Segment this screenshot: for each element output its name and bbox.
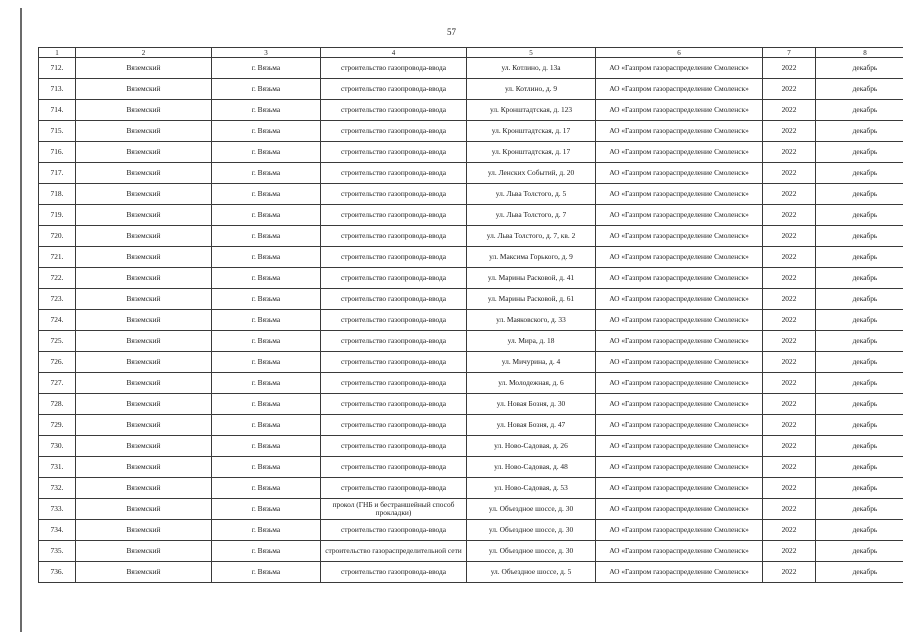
table-row [39,121,903,142]
month-cell: декабрь [816,205,903,226]
table-row [39,394,903,415]
year-cell: 2022 [763,58,816,79]
district-cell: Вяземский [76,436,212,457]
works-table [38,47,903,583]
column-header: 7 [763,48,816,58]
district-cell: Вяземский [76,415,212,436]
locality-cell: г. Вязьма [212,184,321,205]
organization-cell: АО «Газпром газораспределение Смоленск» [596,520,763,541]
district-cell: Вяземский [76,331,212,352]
work-type-cell: строительство газопровода-ввода [321,310,467,331]
row-number: 727. [39,373,76,394]
year-cell: 2022 [763,562,816,583]
column-header: 3 [212,48,321,58]
month-cell: декабрь [816,520,903,541]
district-cell: Вяземский [76,268,212,289]
locality-cell: г. Вязьма [212,205,321,226]
table-row [39,457,903,478]
locality-cell: г. Вязьма [212,541,321,562]
organization-cell: АО «Газпром газораспределение Смоленск» [596,310,763,331]
district-cell: Вяземский [76,520,212,541]
table-row [39,163,903,184]
district-cell: Вяземский [76,289,212,310]
row-number: 734. [39,520,76,541]
district-cell: Вяземский [76,205,212,226]
address-cell: ул. Мичурина, д. 4 [467,352,596,373]
locality-cell: г. Вязьма [212,289,321,310]
work-type-cell: строительство газопровода-ввода [321,142,467,163]
organization-cell: АО «Газпром газораспределение Смоленск» [596,205,763,226]
table-row [39,268,903,289]
year-cell: 2022 [763,373,816,394]
organization-cell: АО «Газпром газораспределение Смоленск» [596,457,763,478]
address-cell: ул. Объездное шоссе, д. 30 [467,541,596,562]
address-cell: ул. Ново-Садовая, д. 53 [467,478,596,499]
year-cell: 2022 [763,415,816,436]
organization-cell: АО «Газпром газораспределение Смоленск» [596,100,763,121]
locality-cell: г. Вязьма [212,100,321,121]
row-number: 724. [39,310,76,331]
month-cell: декабрь [816,331,903,352]
address-cell: ул. Льва Толстого, д. 5 [467,184,596,205]
row-number: 725. [39,331,76,352]
work-type-cell: строительство газопровода-ввода [321,79,467,100]
organization-cell: АО «Газпром газораспределение Смоленск» [596,268,763,289]
organization-cell: АО «Газпром газораспределение Смоленск» [596,163,763,184]
work-type-cell: строительство газопровода-ввода [321,520,467,541]
table-row [39,184,903,205]
year-cell: 2022 [763,394,816,415]
work-type-cell: строительство газопровода-ввода [321,205,467,226]
locality-cell: г. Вязьма [212,58,321,79]
month-cell: декабрь [816,310,903,331]
organization-cell: АО «Газпром газораспределение Смоленск» [596,79,763,100]
organization-cell: АО «Газпром газораспределение Смоленск» [596,121,763,142]
locality-cell: г. Вязьма [212,436,321,457]
organization-cell: АО «Газпром газораспределение Смоленск» [596,184,763,205]
work-type-cell: строительство газопровода-ввода [321,478,467,499]
year-cell: 2022 [763,79,816,100]
organization-cell: АО «Газпром газораспределение Смоленск» [596,331,763,352]
month-cell: декабрь [816,562,903,583]
month-cell: декабрь [816,436,903,457]
locality-cell: г. Вязьма [212,499,321,520]
table-row [39,79,903,100]
organization-cell: АО «Газпром газораспределение Смоленск» [596,58,763,79]
binding-margin-line [20,8,22,632]
locality-cell: г. Вязьма [212,394,321,415]
work-type-cell: строительство газопровода-ввода [321,562,467,583]
row-number: 721. [39,247,76,268]
locality-cell: г. Вязьма [212,268,321,289]
locality-cell: г. Вязьма [212,352,321,373]
month-cell: декабрь [816,352,903,373]
locality-cell: г. Вязьма [212,520,321,541]
district-cell: Вяземский [76,499,212,520]
month-cell: декабрь [816,373,903,394]
row-number: 717. [39,163,76,184]
organization-cell: АО «Газпром газораспределение Смоленск» [596,562,763,583]
year-cell: 2022 [763,478,816,499]
locality-cell: г. Вязьма [212,247,321,268]
organization-cell: АО «Газпром газораспределение Смоленск» [596,142,763,163]
address-cell: ул. Кронштадтская, д. 17 [467,121,596,142]
month-cell: декабрь [816,163,903,184]
year-cell: 2022 [763,268,816,289]
organization-cell: АО «Газпром газораспределение Смоленск» [596,478,763,499]
month-cell: декабрь [816,289,903,310]
row-number: 716. [39,142,76,163]
table-row [39,562,903,583]
address-cell: ул. Льва Толстого, д. 7 [467,205,596,226]
work-type-cell: строительство газораспределительной сети [321,541,467,562]
month-cell: декабрь [816,100,903,121]
row-number: 731. [39,457,76,478]
district-cell: Вяземский [76,352,212,373]
column-header: 1 [39,48,76,58]
locality-cell: г. Вязьма [212,331,321,352]
column-header: 8 [816,48,903,58]
district-cell: Вяземский [76,226,212,247]
month-cell: декабрь [816,457,903,478]
work-type-cell: строительство газопровода-ввода [321,352,467,373]
table-row [39,226,903,247]
table-row [39,58,903,79]
column-header: 6 [596,48,763,58]
month-cell: декабрь [816,184,903,205]
locality-cell: г. Вязьма [212,310,321,331]
year-cell: 2022 [763,520,816,541]
district-cell: Вяземский [76,184,212,205]
locality-cell: г. Вязьма [212,121,321,142]
month-cell: декабрь [816,121,903,142]
locality-cell: г. Вязьма [212,562,321,583]
work-type-cell: строительство газопровода-ввода [321,436,467,457]
district-cell: Вяземский [76,394,212,415]
address-cell: ул. Марины Расковой, д. 61 [467,289,596,310]
month-cell: декабрь [816,415,903,436]
year-cell: 2022 [763,436,816,457]
district-cell: Вяземский [76,541,212,562]
year-cell: 2022 [763,142,816,163]
organization-cell: АО «Газпром газораспределение Смоленск» [596,289,763,310]
work-type-cell: строительство газопровода-ввода [321,58,467,79]
address-cell: ул. Объездное шоссе, д. 30 [467,499,596,520]
row-number: 723. [39,289,76,310]
table-row [39,142,903,163]
year-cell: 2022 [763,499,816,520]
district-cell: Вяземский [76,310,212,331]
month-cell: декабрь [816,247,903,268]
address-cell: ул. Ленских Событий, д. 20 [467,163,596,184]
row-number: 719. [39,205,76,226]
district-cell: Вяземский [76,100,212,121]
address-cell: ул. Котлино, д. 13а [467,58,596,79]
work-type-cell: строительство газопровода-ввода [321,184,467,205]
month-cell: декабрь [816,142,903,163]
table-row [39,415,903,436]
row-number: 728. [39,394,76,415]
table-row [39,100,903,121]
work-type-cell: строительство газопровода-ввода [321,100,467,121]
row-number: 730. [39,436,76,457]
year-cell: 2022 [763,205,816,226]
table-row [39,352,903,373]
work-type-cell: строительство газопровода-ввода [321,268,467,289]
address-cell: ул. Кронштадтская, д. 17 [467,142,596,163]
row-number: 726. [39,352,76,373]
address-cell: ул. Молодежная, д. 6 [467,373,596,394]
work-type-cell: строительство газопровода-ввода [321,373,467,394]
organization-cell: АО «Газпром газораспределение Смоленск» [596,436,763,457]
row-number: 732. [39,478,76,499]
month-cell: декабрь [816,226,903,247]
table-row [39,373,903,394]
row-number: 713. [39,79,76,100]
work-type-cell: строительство газопровода-ввода [321,415,467,436]
organization-cell: АО «Газпром газораспределение Смоленск» [596,373,763,394]
row-number: 736. [39,562,76,583]
district-cell: Вяземский [76,58,212,79]
year-cell: 2022 [763,457,816,478]
district-cell: Вяземский [76,121,212,142]
organization-cell: АО «Газпром газораспределение Смоленск» [596,226,763,247]
month-cell: декабрь [816,499,903,520]
district-cell: Вяземский [76,478,212,499]
row-number: 712. [39,58,76,79]
table-row [39,247,903,268]
address-cell: ул. Мира, д. 18 [467,331,596,352]
month-cell: декабрь [816,58,903,79]
month-cell: декабрь [816,268,903,289]
table-header-row [39,48,903,58]
district-cell: Вяземский [76,142,212,163]
column-header: 5 [467,48,596,58]
row-number: 729. [39,415,76,436]
table-row [39,520,903,541]
table-row [39,478,903,499]
organization-cell: АО «Газпром газораспределение Смоленск» [596,352,763,373]
district-cell: Вяземский [76,373,212,394]
year-cell: 2022 [763,163,816,184]
work-type-cell: строительство газопровода-ввода [321,247,467,268]
address-cell: ул. Максима Горького, д. 9 [467,247,596,268]
address-cell: ул. Ново-Садовая, д. 26 [467,436,596,457]
work-type-cell: строительство газопровода-ввода [321,394,467,415]
district-cell: Вяземский [76,457,212,478]
column-header: 4 [321,48,467,58]
district-cell: Вяземский [76,79,212,100]
address-cell: ул. Объездное шоссе, д. 5 [467,562,596,583]
locality-cell: г. Вязьма [212,415,321,436]
year-cell: 2022 [763,331,816,352]
row-number: 720. [39,226,76,247]
month-cell: декабрь [816,478,903,499]
district-cell: Вяземский [76,247,212,268]
year-cell: 2022 [763,100,816,121]
organization-cell: АО «Газпром газораспределение Смоленск» [596,541,763,562]
address-cell: ул. Ново-Садовая, д. 48 [467,457,596,478]
work-type-cell: строительство газопровода-ввода [321,121,467,142]
row-number: 718. [39,184,76,205]
column-header: 2 [76,48,212,58]
page-number: 57 [447,27,456,37]
table-row [39,541,903,562]
work-type-cell: строительство газопровода-ввода [321,457,467,478]
row-number: 733. [39,499,76,520]
locality-cell: г. Вязьма [212,373,321,394]
row-number: 722. [39,268,76,289]
district-cell: Вяземский [76,562,212,583]
year-cell: 2022 [763,310,816,331]
year-cell: 2022 [763,352,816,373]
table-row [39,205,903,226]
locality-cell: г. Вязьма [212,163,321,184]
work-type-cell: строительство газопровода-ввода [321,289,467,310]
month-cell: декабрь [816,79,903,100]
table-row [39,499,903,520]
address-cell: ул. Новая Бозня, д. 47 [467,415,596,436]
work-type-cell: строительство газопровода-ввода [321,163,467,184]
address-cell: ул. Льва Толстого, д. 7, кв. 2 [467,226,596,247]
organization-cell: АО «Газпром газораспределение Смоленск» [596,415,763,436]
address-cell: ул. Марины Расковой, д. 41 [467,268,596,289]
year-cell: 2022 [763,184,816,205]
locality-cell: г. Вязьма [212,79,321,100]
address-cell: ул. Новая Бозня, д. 30 [467,394,596,415]
work-type-cell: прокол (ГНБ и бестраншейный способ прокладки) [321,499,467,520]
row-number: 714. [39,100,76,121]
year-cell: 2022 [763,541,816,562]
locality-cell: г. Вязьма [212,478,321,499]
year-cell: 2022 [763,226,816,247]
locality-cell: г. Вязьма [212,457,321,478]
row-number: 735. [39,541,76,562]
organization-cell: АО «Газпром газораспределение Смоленск» [596,499,763,520]
row-number: 715. [39,121,76,142]
month-cell: декабрь [816,541,903,562]
year-cell: 2022 [763,121,816,142]
organization-cell: АО «Газпром газораспределение Смоленск» [596,247,763,268]
locality-cell: г. Вязьма [212,142,321,163]
address-cell: ул. Маяковского, д. 33 [467,310,596,331]
address-cell: ул. Котлино, д. 9 [467,79,596,100]
year-cell: 2022 [763,247,816,268]
table-row [39,289,903,310]
organization-cell: АО «Газпром газораспределение Смоленск» [596,394,763,415]
table-row [39,331,903,352]
locality-cell: г. Вязьма [212,226,321,247]
month-cell: декабрь [816,394,903,415]
table-row [39,310,903,331]
address-cell: ул. Кронштадтская, д. 123 [467,100,596,121]
work-type-cell: строительство газопровода-ввода [321,331,467,352]
district-cell: Вяземский [76,163,212,184]
work-type-cell: строительство газопровода-ввода [321,226,467,247]
table-row [39,436,903,457]
address-cell: ул. Объездное шоссе, д. 30 [467,520,596,541]
year-cell: 2022 [763,289,816,310]
